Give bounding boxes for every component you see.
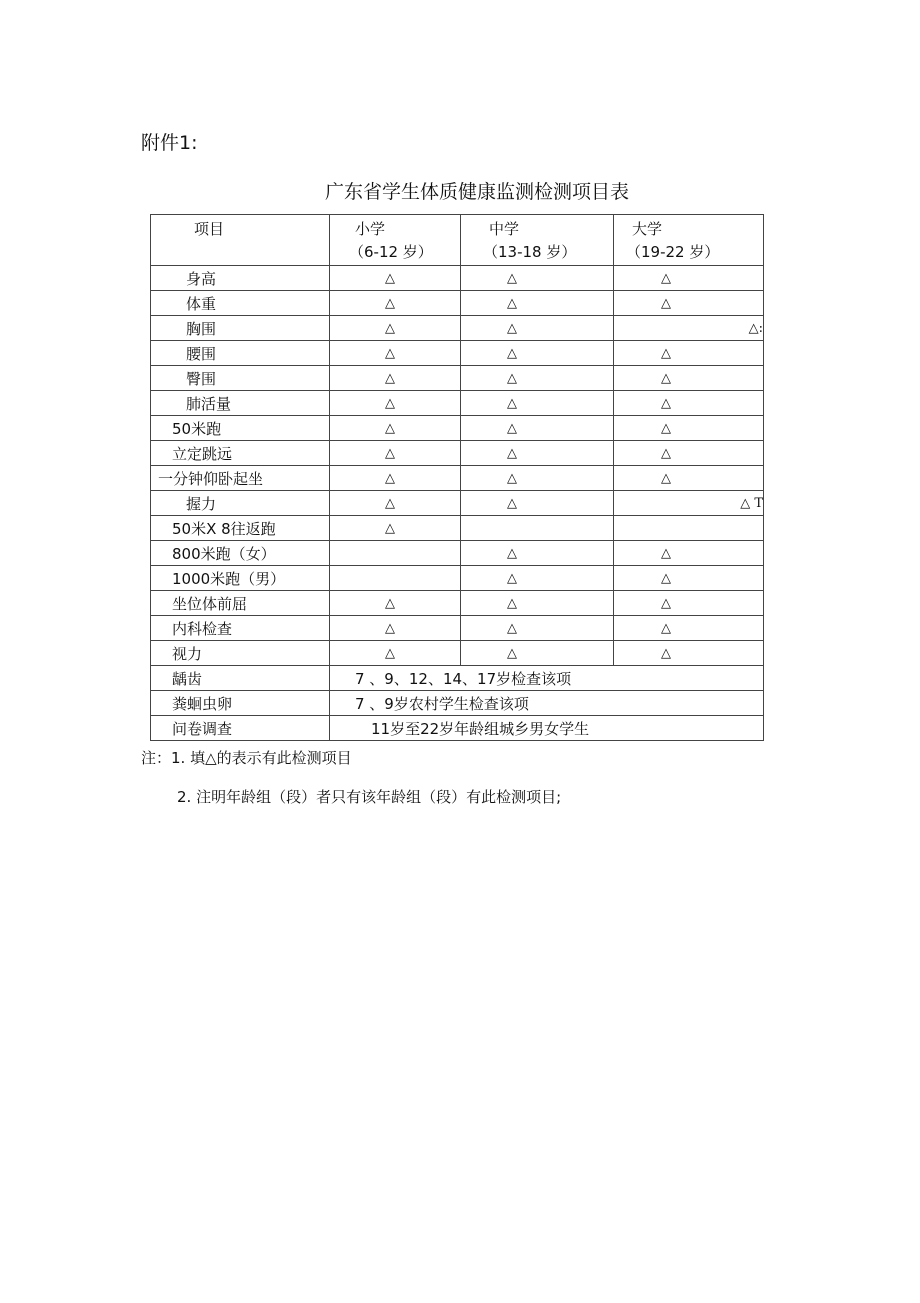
row-item-cell: [151, 616, 330, 641]
row-middle-cell: [461, 516, 614, 541]
mark-university: △: [661, 295, 671, 311]
header-middle-name: 中学: [489, 220, 520, 238]
table-row: [151, 316, 764, 341]
table-row: [151, 541, 764, 566]
row-item-cell: [151, 266, 330, 291]
table-row: [151, 391, 764, 416]
mark-primary: △: [385, 620, 395, 636]
row-middle-cell: [461, 341, 614, 366]
row-middle-cell: [461, 266, 614, 291]
span-row-text: 7 、9、12、14、17岁检查该项: [355, 669, 572, 688]
mark-university: △: [661, 595, 671, 611]
span-row-text-cell: [330, 716, 764, 741]
mark-primary: △: [385, 420, 395, 436]
table-row: [151, 266, 764, 291]
mark-primary: △: [385, 645, 395, 661]
mark-middle: △: [507, 495, 517, 511]
row-university-cell: [614, 641, 764, 666]
row-middle-cell: [461, 316, 614, 341]
mark-middle: △: [507, 470, 517, 486]
table-row: [151, 366, 764, 391]
row-item-label: 立定跳远: [172, 444, 233, 463]
row-middle-cell: [461, 391, 614, 416]
row-university-cell: [614, 591, 764, 616]
table-row: [151, 616, 764, 641]
table-row: [151, 416, 764, 441]
row-primary-cell: [330, 566, 461, 591]
header-middle-ages: （13-18 岁）: [483, 243, 577, 261]
row-middle-cell: [461, 491, 614, 516]
row-item-cell: [151, 641, 330, 666]
span-row-text: 7 、9岁农村学生检查该项: [355, 694, 529, 713]
row-university-cell: [614, 291, 764, 316]
mark-university: △: [661, 345, 671, 361]
document-title: 广东省学生体质健康监测检测项目表: [324, 181, 629, 203]
row-item-cell: [151, 566, 330, 591]
mark-university: △: [661, 470, 671, 486]
mark-primary: △: [385, 395, 395, 411]
span-row-item-cell: [151, 691, 330, 716]
mark-middle: △: [507, 320, 517, 336]
row-item-cell: [151, 391, 330, 416]
row-university-cell: [614, 366, 764, 391]
header-university-name: 大学: [632, 220, 663, 238]
mark-middle: △: [507, 445, 517, 461]
row-university-cell: [614, 316, 764, 341]
table-span-row: [151, 716, 764, 741]
row-primary-cell: [330, 341, 461, 366]
mark-university: △: [661, 395, 671, 411]
row-primary-cell: [330, 466, 461, 491]
row-item-cell: [151, 441, 330, 466]
row-item-label: 一分钟仰卧起坐: [158, 469, 264, 488]
row-university-cell: [614, 416, 764, 441]
row-university-cell: [614, 516, 764, 541]
span-row-text: 11岁至22岁年龄组城乡男女学生: [371, 719, 590, 738]
row-item-cell: [151, 416, 330, 441]
row-primary-cell: [330, 541, 461, 566]
row-item-cell: [151, 516, 330, 541]
row-item-cell: [151, 491, 330, 516]
mark-university: △: [661, 370, 671, 386]
mark-university: △: [661, 270, 671, 286]
mark-university: △: [661, 545, 671, 561]
span-row-item-cell: [151, 666, 330, 691]
span-row-item-cell: [151, 716, 330, 741]
row-primary-cell: [330, 441, 461, 466]
header-item-cell: [151, 215, 330, 266]
row-middle-cell: [461, 441, 614, 466]
mark-primary: △: [385, 345, 395, 361]
row-item-label: 肺活量: [186, 394, 232, 413]
mark-primary: △: [385, 445, 395, 461]
row-university-cell: [614, 616, 764, 641]
row-middle-cell: [461, 566, 614, 591]
row-primary-cell: [330, 641, 461, 666]
mark-middle: △: [507, 545, 517, 561]
span-row-text-cell: [330, 666, 764, 691]
span-row-item-label: 问卷调查: [172, 719, 233, 738]
row-middle-cell: [461, 366, 614, 391]
row-middle-cell: [461, 591, 614, 616]
row-item-label: 握力: [186, 494, 217, 513]
row-item-cell: [151, 541, 330, 566]
row-middle-cell: [461, 466, 614, 491]
header-university-cell: [614, 215, 764, 266]
header-primary-name: 小学: [355, 220, 386, 238]
row-item-cell: [151, 316, 330, 341]
row-item-label: 50米X 8往返跑: [172, 519, 276, 538]
header-middle-cell: [461, 215, 614, 266]
mark-middle: △: [507, 420, 517, 436]
mark-university: △: [661, 445, 671, 461]
header-primary-ages: （6-12 岁）: [349, 243, 433, 261]
mark-university: △: [661, 620, 671, 636]
row-primary-cell: [330, 516, 461, 541]
row-item-cell: [151, 591, 330, 616]
row-primary-cell: [330, 591, 461, 616]
mark-middle: △: [507, 395, 517, 411]
row-university-cell: [614, 341, 764, 366]
row-university-cell: [614, 541, 764, 566]
table-row: [151, 441, 764, 466]
row-middle-cell: [461, 291, 614, 316]
row-university-cell: [614, 441, 764, 466]
mark-middle: △: [507, 270, 517, 286]
row-university-cell: [614, 391, 764, 416]
row-primary-cell: [330, 416, 461, 441]
row-middle-cell: [461, 416, 614, 441]
mark-primary: △: [385, 320, 395, 336]
row-item-label: 1000米跑（男）: [172, 569, 286, 588]
mark-university-stray: △ T: [740, 495, 763, 511]
row-primary-cell: [330, 266, 461, 291]
row-primary-cell: [330, 391, 461, 416]
mark-middle: △: [507, 595, 517, 611]
mark-primary: △: [385, 295, 395, 311]
mark-primary: △: [385, 595, 395, 611]
row-primary-cell: [330, 366, 461, 391]
table-row: [151, 291, 764, 316]
table-span-row: [151, 666, 764, 691]
mark-university: △: [661, 420, 671, 436]
row-item-label: 视力: [172, 644, 203, 663]
row-middle-cell: [461, 616, 614, 641]
row-item-label: 胸围: [186, 319, 217, 338]
row-item-label: 身高: [186, 269, 217, 288]
header-university-ages: （19-22 岁）: [626, 243, 720, 261]
row-item-label: 腰围: [186, 344, 217, 363]
mark-middle: △: [507, 345, 517, 361]
row-primary-cell: [330, 491, 461, 516]
row-university-cell: [614, 266, 764, 291]
table-row: [151, 466, 764, 491]
row-item-label: 50米跑: [172, 419, 222, 438]
row-primary-cell: [330, 316, 461, 341]
table-header-row: [151, 215, 764, 266]
row-university-cell: [614, 566, 764, 591]
mark-primary: △: [385, 470, 395, 486]
mark-middle: △: [507, 370, 517, 386]
row-item-cell: [151, 366, 330, 391]
row-item-cell: [151, 341, 330, 366]
span-row-item-label: 龋齿: [172, 669, 203, 688]
mark-primary: △: [385, 495, 395, 511]
table-row: [151, 341, 764, 366]
row-item-label: 坐位体前屈: [172, 594, 248, 613]
table-row: [151, 641, 764, 666]
row-item-cell: [151, 466, 330, 491]
table-row: [151, 516, 764, 541]
note-1: 注：1. 填△的表示有此检测项目: [141, 749, 352, 767]
mark-middle: △: [507, 570, 517, 586]
row-item-label: 体重: [186, 294, 217, 313]
row-middle-cell: [461, 641, 614, 666]
header-primary-cell: [330, 215, 461, 266]
table-row: [151, 566, 764, 591]
mark-primary: △: [385, 370, 395, 386]
span-row-item-label: 粪蛔虫卵: [172, 694, 233, 713]
header-item-label: 项目: [194, 220, 225, 238]
mark-primary: △: [385, 270, 395, 286]
row-middle-cell: [461, 541, 614, 566]
items-table: [150, 214, 764, 741]
attachment-label: 附件1:: [141, 132, 198, 154]
table-row: [151, 491, 764, 516]
row-item-label: 内科检查: [172, 619, 233, 638]
row-item-label: 臀围: [186, 369, 217, 388]
table-span-row: [151, 691, 764, 716]
mark-university: △: [661, 570, 671, 586]
mark-university: △: [661, 645, 671, 661]
mark-primary: △: [385, 520, 395, 536]
row-primary-cell: [330, 291, 461, 316]
row-university-cell: [614, 466, 764, 491]
row-item-cell: [151, 291, 330, 316]
table-row: [151, 591, 764, 616]
span-row-text-cell: [330, 691, 764, 716]
mark-university-stray: △:: [748, 320, 763, 336]
row-primary-cell: [330, 616, 461, 641]
row-item-label: 800米跑（女）: [172, 544, 276, 563]
mark-middle: △: [507, 645, 517, 661]
note-2: 2. 注明年龄组（段）者只有该年龄组（段）有此检测项目;: [177, 788, 562, 806]
mark-middle: △: [507, 295, 517, 311]
mark-middle: △: [507, 620, 517, 636]
row-university-cell: [614, 491, 764, 516]
